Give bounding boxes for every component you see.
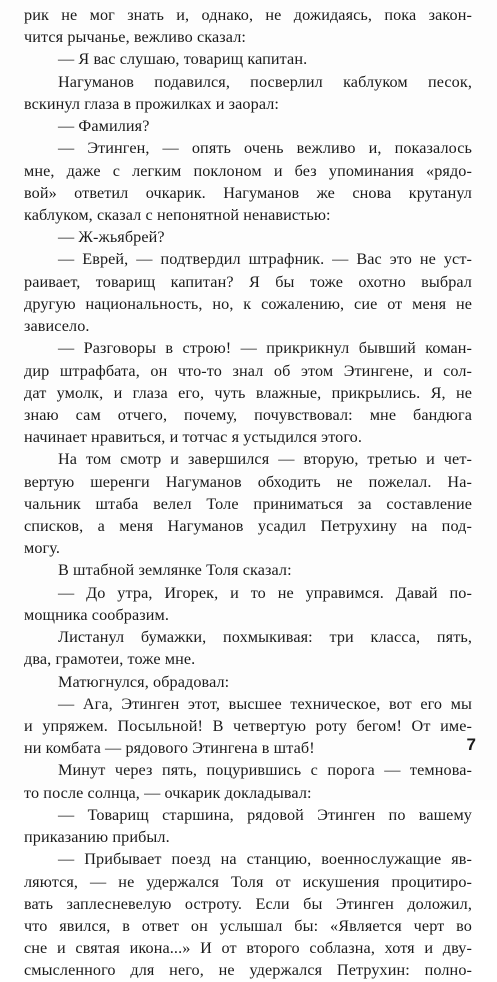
- text-line: В штабной землянке Толя сказал:: [58, 561, 292, 580]
- text-line: каблуком, сказал с непонятной ненавистью:: [24, 205, 331, 224]
- text-line: Матюгнулся, обрадовал:: [58, 672, 230, 691]
- text-line: дат умолк, и глаза его, чуть влажные, прикрылись. Я, не: [24, 383, 472, 402]
- text-line: — Еврей, — подтвердил штрафник. — Вас это не уст-: [58, 250, 472, 269]
- text-line: — Ага, Этинген этот, высшее техническое, вот его мы: [58, 694, 472, 713]
- text-line: — Товарищ старшина, рядовой Этинген по вашему: [58, 805, 472, 824]
- text-line: — Я вас слушаю, товарищ капитан.: [58, 50, 308, 69]
- text-line: — Прибывает поезд на станцию, военнослужащие яв-: [58, 850, 472, 869]
- text-line: — Ж-жьябрей?: [58, 228, 165, 247]
- text-line: раивает, товарищ капитан? Я бы тоже охотно выбрал: [24, 272, 472, 291]
- text-line: Листанул бумажки, похмыкивая: три класса, пять,: [58, 628, 472, 647]
- text-line: — Разговоры в строю! — прикрикнул бывший коман-: [58, 339, 472, 358]
- text-line: другую национальность, но, к сожалению, сие от меня не: [24, 294, 472, 313]
- text-line: дир штрафбата, он что-то знал об этом Этингене, и сол-: [24, 361, 472, 380]
- text-line: Минут через пять, поцурившись с порога — темнова-: [58, 761, 472, 780]
- text-line: — До утра, Игорек, и то не управимся. Давай по-: [58, 583, 472, 602]
- text-line: мощника сообразим.: [24, 605, 170, 624]
- text-line: знаю сам отчего, почему, почувствовал: мне бандюга: [24, 405, 472, 424]
- text-line: — Этинген, — опять очень вежливо и, показалось: [58, 139, 472, 158]
- text-line: два, грамотеи, тоже мне.: [24, 650, 196, 669]
- text-line: сне и святая икона...» И от второго соблазна, хотя и дву-: [24, 939, 472, 958]
- text-line: зависело.: [24, 317, 90, 336]
- text-line: вертую шеренги Нагуманов обходить не пожелал. На-: [24, 472, 472, 491]
- text-line: вскинул глаза в прожилках и заорал:: [24, 94, 280, 113]
- text-line: вой» ответил очкарик. Нагуманов же снова крутанул: [24, 183, 472, 202]
- text-line: могу.: [24, 539, 60, 558]
- text-line: ни комбата — рядового Этингена в штаб!: [24, 739, 315, 758]
- text-line: приказанию прибыл.: [24, 828, 170, 847]
- text-line: вать заплесневелую остроту. Если бы Этинген доложил,: [24, 894, 472, 913]
- text-line: Нагуманов подавился, посверлил каблуком песок,: [58, 72, 472, 91]
- text-line: и упряжем. Посыльной! В четвертую роту бегом! От име-: [24, 717, 472, 735]
- text-line: — Фамилия?: [58, 117, 150, 136]
- text-line: На том смотр и завершился — вторую, третью и чет-: [58, 450, 472, 469]
- text-line: смысленного для него, не удержался Петрухин: полно-: [24, 961, 472, 980]
- text-line: чится рычанье, вежливо сказал:: [24, 28, 246, 47]
- text-line: рик не мог знать и, однако, не дожидаясь, пока закон-: [24, 6, 472, 24]
- text-line: ляются, — не удержался Толя от искушения процитиро-: [24, 872, 472, 891]
- text-line: что явился, в ответ он услышал бы: «Является черт во: [24, 916, 472, 935]
- text-line: списков, а меня Нагуманов усадил Петрухину на под-: [24, 517, 472, 536]
- text-line: мне, даже с легким поклоном и без упоминания «рядо-: [24, 161, 472, 180]
- page-number: 7: [466, 735, 476, 754]
- text-line: то после солнца, — очкарик докладывал:: [24, 783, 312, 802]
- text-line: чальник штаба велел Толе приниматься за составление: [24, 494, 472, 513]
- text-line: начинает нравиться, и тотчас я устыдился этого.: [24, 428, 363, 447]
- body-text: [24, 4, 472, 982]
